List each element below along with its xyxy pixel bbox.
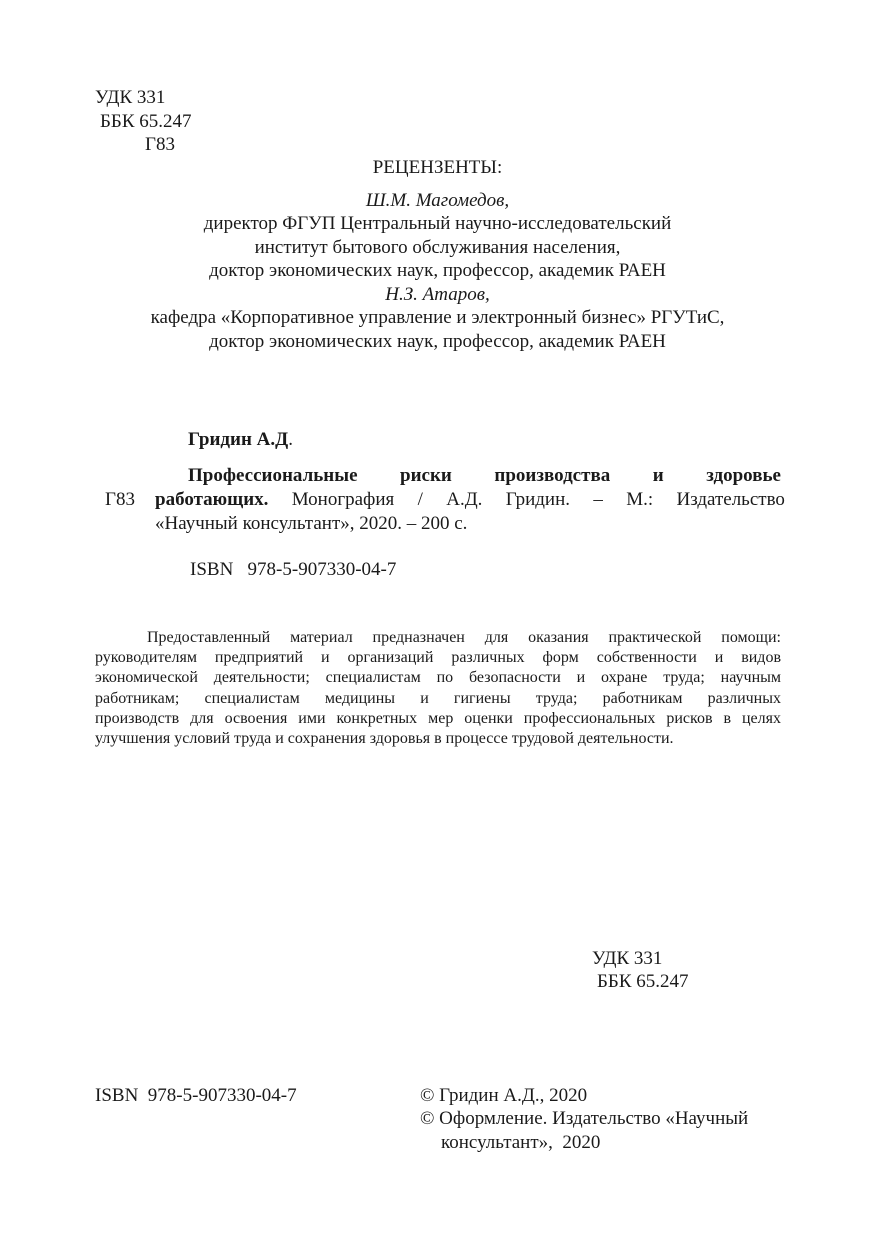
bottom-udk-code: УДК 331 [592,948,663,969]
annotation-line: экономической деятельности; специалистам по безопасности и охране труда; научным [95,669,781,687]
reviewer-1-institute: институт бытового обслуживания населения, [254,237,621,258]
annotation-line: Предоставленный материал предназначен для оказания практической помощи: [147,629,781,646]
bbk-code: ББК 65.247 [100,111,192,132]
annotation-line: работникам; специалистам медицины и гигиены труда; работникам различных [95,689,781,707]
copyright-publisher: консультант», 2020 [441,1132,601,1153]
annotation [95,628,781,749]
title-line-2 [155,488,785,512]
reviewer-1-degree: доктор экономических наук, профессор, академик РАЕН [209,260,666,281]
title-line-1 [188,464,781,488]
author-period: . [288,429,293,450]
annotation-line: руководителям предприятий и организаций различных форм собственности и видов [95,649,781,667]
title-word: здоровье [706,465,781,486]
annotation-line: производств для освоения ими конкретных мер оценки профессиональных рисков в целях [95,709,781,727]
bib-word: Гридин. [505,489,570,510]
copyright-author: © Гридин А.Д., 2020 [420,1085,588,1106]
bib-author-mark: Г83 [105,489,135,510]
isbn-entry: ISBN 978-5-907330-04-7 [190,559,397,580]
title-word: риски [400,465,452,486]
reviewer-2-degree: доктор экономических наук, профессор, академик РАЕН [209,331,666,352]
footer-isbn: ISBN 978-5-907330-04-7 [95,1085,297,1106]
bib-word: Издательство [676,489,785,510]
bib-word: – [593,489,603,510]
author-heading [188,428,293,452]
title-word: производства [494,465,611,486]
reviewer-2-department: кафедра «Корпоративное управление и электронный бизнес» РГУТиС, [150,307,725,328]
title-word: Профессиональные [188,465,358,486]
annotation-line: улучшения условий труда и сохранения здоровья в процессе трудовой деятельности. [95,730,674,748]
reviewer-1-name: Ш.М. Магомедов, [365,190,510,211]
reviewers-heading: РЕЦЕНЗЕНТЫ: [372,157,503,178]
author-mark: Г83 [145,134,175,155]
copyright-design: © Оформление. Издательство «Научный [420,1108,749,1129]
bottom-bbk-code: ББК 65.247 [597,971,689,992]
reviewer-1-position: директор ФГУП Центральный научно-исследовательский [203,213,672,234]
bib-word: / [417,489,423,510]
bib-word: М.: [626,489,654,510]
publisher-line: «Научный консультант», 2020. – 200 с. [155,513,468,534]
title-end: работающих. [155,489,269,510]
udk-code: УДК 331 [95,87,166,108]
reviewer-2-name: Н.З. Атаров, [385,284,490,305]
bib-word: Монография [291,489,395,510]
title-word: и [652,465,664,486]
bib-word: А.Д. [446,489,483,510]
author-name: Гридин А.Д [188,429,289,450]
